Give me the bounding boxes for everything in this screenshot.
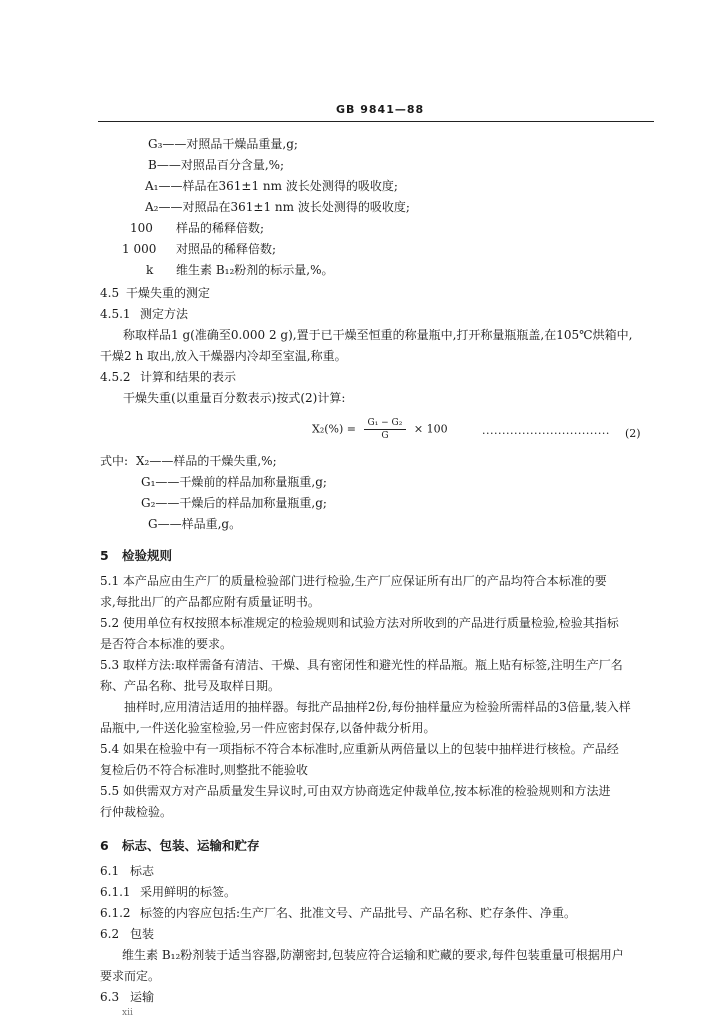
section-6-heading: 6 标志、包装、运输和贮存	[100, 838, 260, 853]
section-5-5-line1: 5.5 如供需双方对产品质量发生异议时,可由双方协商选定仲裁单位,按本标准的检验规则和方法进	[100, 784, 611, 798]
section-4-5-2-heading: 4.5.2 计算和结果的表示	[100, 370, 237, 384]
section-6-1-heading: 6.1 标志	[100, 864, 155, 878]
section-4-5-1-para-line2: 干燥2 h 取出,放入干燥器内冷却至室温,称重。	[100, 349, 347, 363]
section-5-4-line2: 复检后仍不符合标准时,则整批不能验收	[100, 763, 308, 777]
section-6-2-line1: 维生素 B₁₂粉剂装于适当容器,防潮密封,包装应符合运输和贮藏的要求,每件包装重量可根据用户	[122, 948, 624, 962]
definition-1000: 1 000 对照品的稀释倍数;	[122, 242, 277, 256]
definition-g3: G₃——对照品干燥品重量,g;	[148, 137, 298, 151]
formula-leader-dots: ································	[482, 427, 610, 440]
page-mark: xii	[122, 1008, 133, 1018]
definition-g2: G₂——干燥后的样品加称量瓶重,g;	[141, 496, 327, 510]
section-6-1-1: 6.1.1 采用鲜明的标签。	[100, 885, 237, 899]
section-6-2-line2: 要求而定。	[100, 969, 161, 983]
section-5-3-line2: 称、产品名称、批号及取样日期。	[100, 679, 281, 693]
section-5-4-line1: 5.4 如果在检验中有一项指标不符合本标准时,应重新从两倍量以上的包装中抽样进行核检。产品经	[100, 742, 619, 756]
definition-100: 100 样品的稀释倍数;	[130, 221, 265, 235]
standard-number-header: GB 9841—88	[336, 103, 425, 116]
definition-k: k 维生素 B₁₂粉剂的标示量,%。	[146, 263, 334, 277]
definition-x2: 式中: X₂——样品的干燥失重,%;	[100, 454, 277, 468]
section-4-5-2-para: 干燥失重(以重量百分数表示)按式(2)计算:	[123, 391, 346, 405]
section-4-5-1-para-line1: 称取样品1 g(准确至0.000 2 g),置于已干燥至恒重的称量瓶中,打开称量瓶瓶盖,在105℃烘箱中,	[123, 328, 633, 342]
formula-fraction	[364, 418, 407, 441]
header-rule	[98, 121, 654, 122]
formula-rhs: × 100	[413, 422, 448, 436]
section-6-3-heading: 6.3 运输	[100, 990, 155, 1004]
section-4-5-heading: 4.5 干燥失重的测定	[100, 286, 211, 300]
formula-equation-number: (2)	[625, 427, 641, 440]
section-6-2-heading: 6.2 包装	[100, 927, 155, 941]
section-5-3-line3: 抽样时,应用清洁适用的抽样器。每批产品抽样2份,每份抽样量应为检验所需样品的3倍量,装入样	[124, 700, 631, 714]
definition-a1: A₁——样品在361±1 nm 波长处测得的吸收度;	[145, 179, 398, 193]
formula-lhs: X₂(%) =	[312, 422, 356, 436]
section-5-2-line2: 是否符合本标准的要求。	[100, 637, 233, 651]
section-5-1-line2: 求,每批出厂的产品都应附有质量证明书。	[100, 595, 320, 609]
definition-g: G——样品重,g。	[148, 517, 242, 531]
definition-a2: A₂——对照品在361±1 nm 波长处测得的吸收度;	[145, 200, 410, 214]
section-5-2-line1: 5.2 使用单位有权按照本标准规定的检验规则和试验方法对所收到的产品进行质量检验,检验其指标	[100, 616, 619, 630]
section-5-3-line4: 品瓶中,一件送化验室检验,另一件应密封保存,以备仲裁分析用。	[100, 721, 436, 735]
formula-2	[312, 418, 448, 441]
definition-b: B——对照品百分含量,%;	[148, 158, 285, 172]
section-4-5-1-heading: 4.5.1 测定方法	[100, 307, 189, 321]
section-5-5-line2: 行仲裁检验。	[100, 805, 173, 819]
definition-g1: G₁——干燥前的样品加称量瓶重,g;	[141, 475, 327, 489]
formula-numerator: G₁ − G₂	[364, 418, 407, 430]
section-6-1-2: 6.1.2 标签的内容应包括:生产厂名、批准文号、产品批号、产品名称、贮存条件、净重。	[100, 906, 577, 920]
section-5-3-line1: 5.3 取样方法:取样需备有清洁、干燥、具有密闭性和避光性的样品瓶。瓶上贴有标签,注明生产厂名	[100, 658, 623, 672]
section-5-heading: 5 检验规则	[100, 548, 173, 563]
section-5-1-line1: 5.1 本产品应由生产厂的质量检验部门进行检验,生产厂应保证所有出厂的产品均符合本标准的要	[100, 574, 607, 588]
formula-denominator: G	[381, 431, 389, 441]
